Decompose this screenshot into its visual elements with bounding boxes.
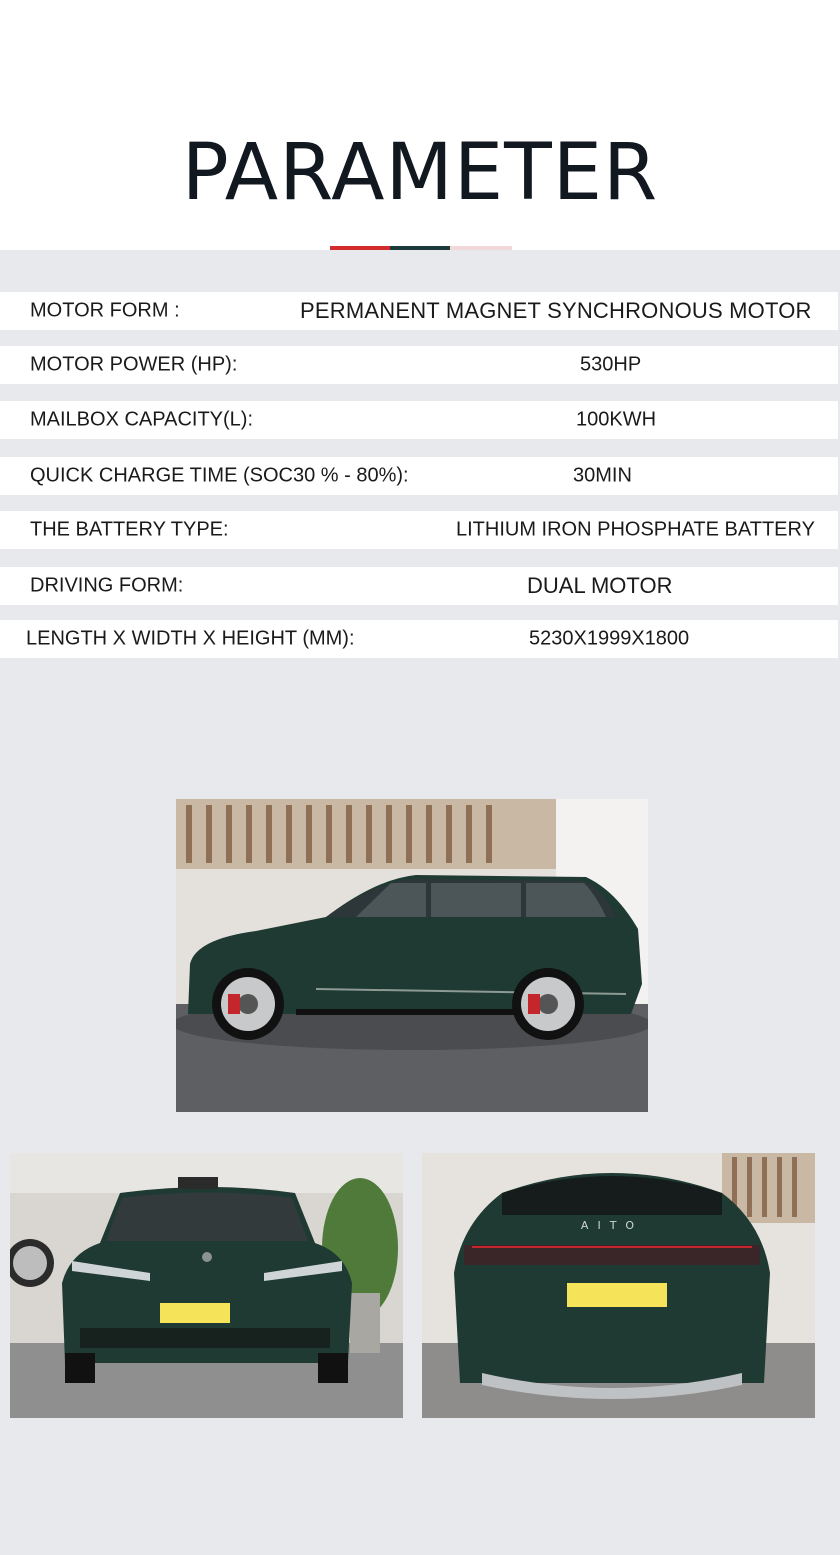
spec-row-driving-form: [0, 567, 838, 605]
car-front-image: [10, 1153, 403, 1418]
spec-value: 100KWH: [576, 408, 657, 431]
spec-label: DRIVING FORM:: [30, 574, 184, 597]
spec-label: THE BATTERY TYPE:: [30, 518, 229, 541]
spec-value: LITHIUM IRON PHOSPHATE BATTERY: [456, 518, 815, 541]
car-rear-photo: [422, 1153, 815, 1418]
spec-label: MOTOR FORM :: [30, 299, 180, 322]
car-rear-image: [422, 1153, 815, 1418]
spec-row-battery-type: [0, 511, 838, 549]
spec-value: 5230X1999X1800: [529, 627, 690, 650]
spec-row-motor-power: [0, 346, 838, 384]
car-side-photo: [176, 799, 648, 1112]
spec-row-charge-time: [0, 457, 838, 495]
spec-value: PERMANENT MAGNET SYNCHRONOUS MOTOR: [300, 298, 812, 323]
car-front-photo: [10, 1153, 403, 1418]
spec-label: MAILBOX CAPACITY(L):: [30, 408, 254, 431]
spec-value: 30MIN: [573, 464, 632, 487]
rear-badge: AITO: [580, 1219, 644, 1232]
title-underline-pink: [450, 246, 512, 250]
title-underline-red: [330, 246, 390, 250]
car-side-image: [176, 799, 648, 1112]
page-title: PARAMETER: [181, 128, 659, 218]
spec-label: MOTOR POWER (HP):: [30, 353, 238, 376]
spec-row-motor-form: [0, 292, 838, 330]
spec-value: DUAL MOTOR: [527, 573, 673, 598]
spec-row-capacity: [0, 401, 838, 439]
spec-row-dimensions: [0, 620, 838, 658]
spec-value: 530HP: [580, 353, 642, 376]
spec-label: LENGTH X WIDTH X HEIGHT (MM):: [26, 627, 355, 650]
spec-label: QUICK CHARGE TIME (SOC30 % - 80%):: [30, 464, 409, 487]
title-underline-dark: [390, 246, 450, 250]
header: [0, 0, 840, 250]
